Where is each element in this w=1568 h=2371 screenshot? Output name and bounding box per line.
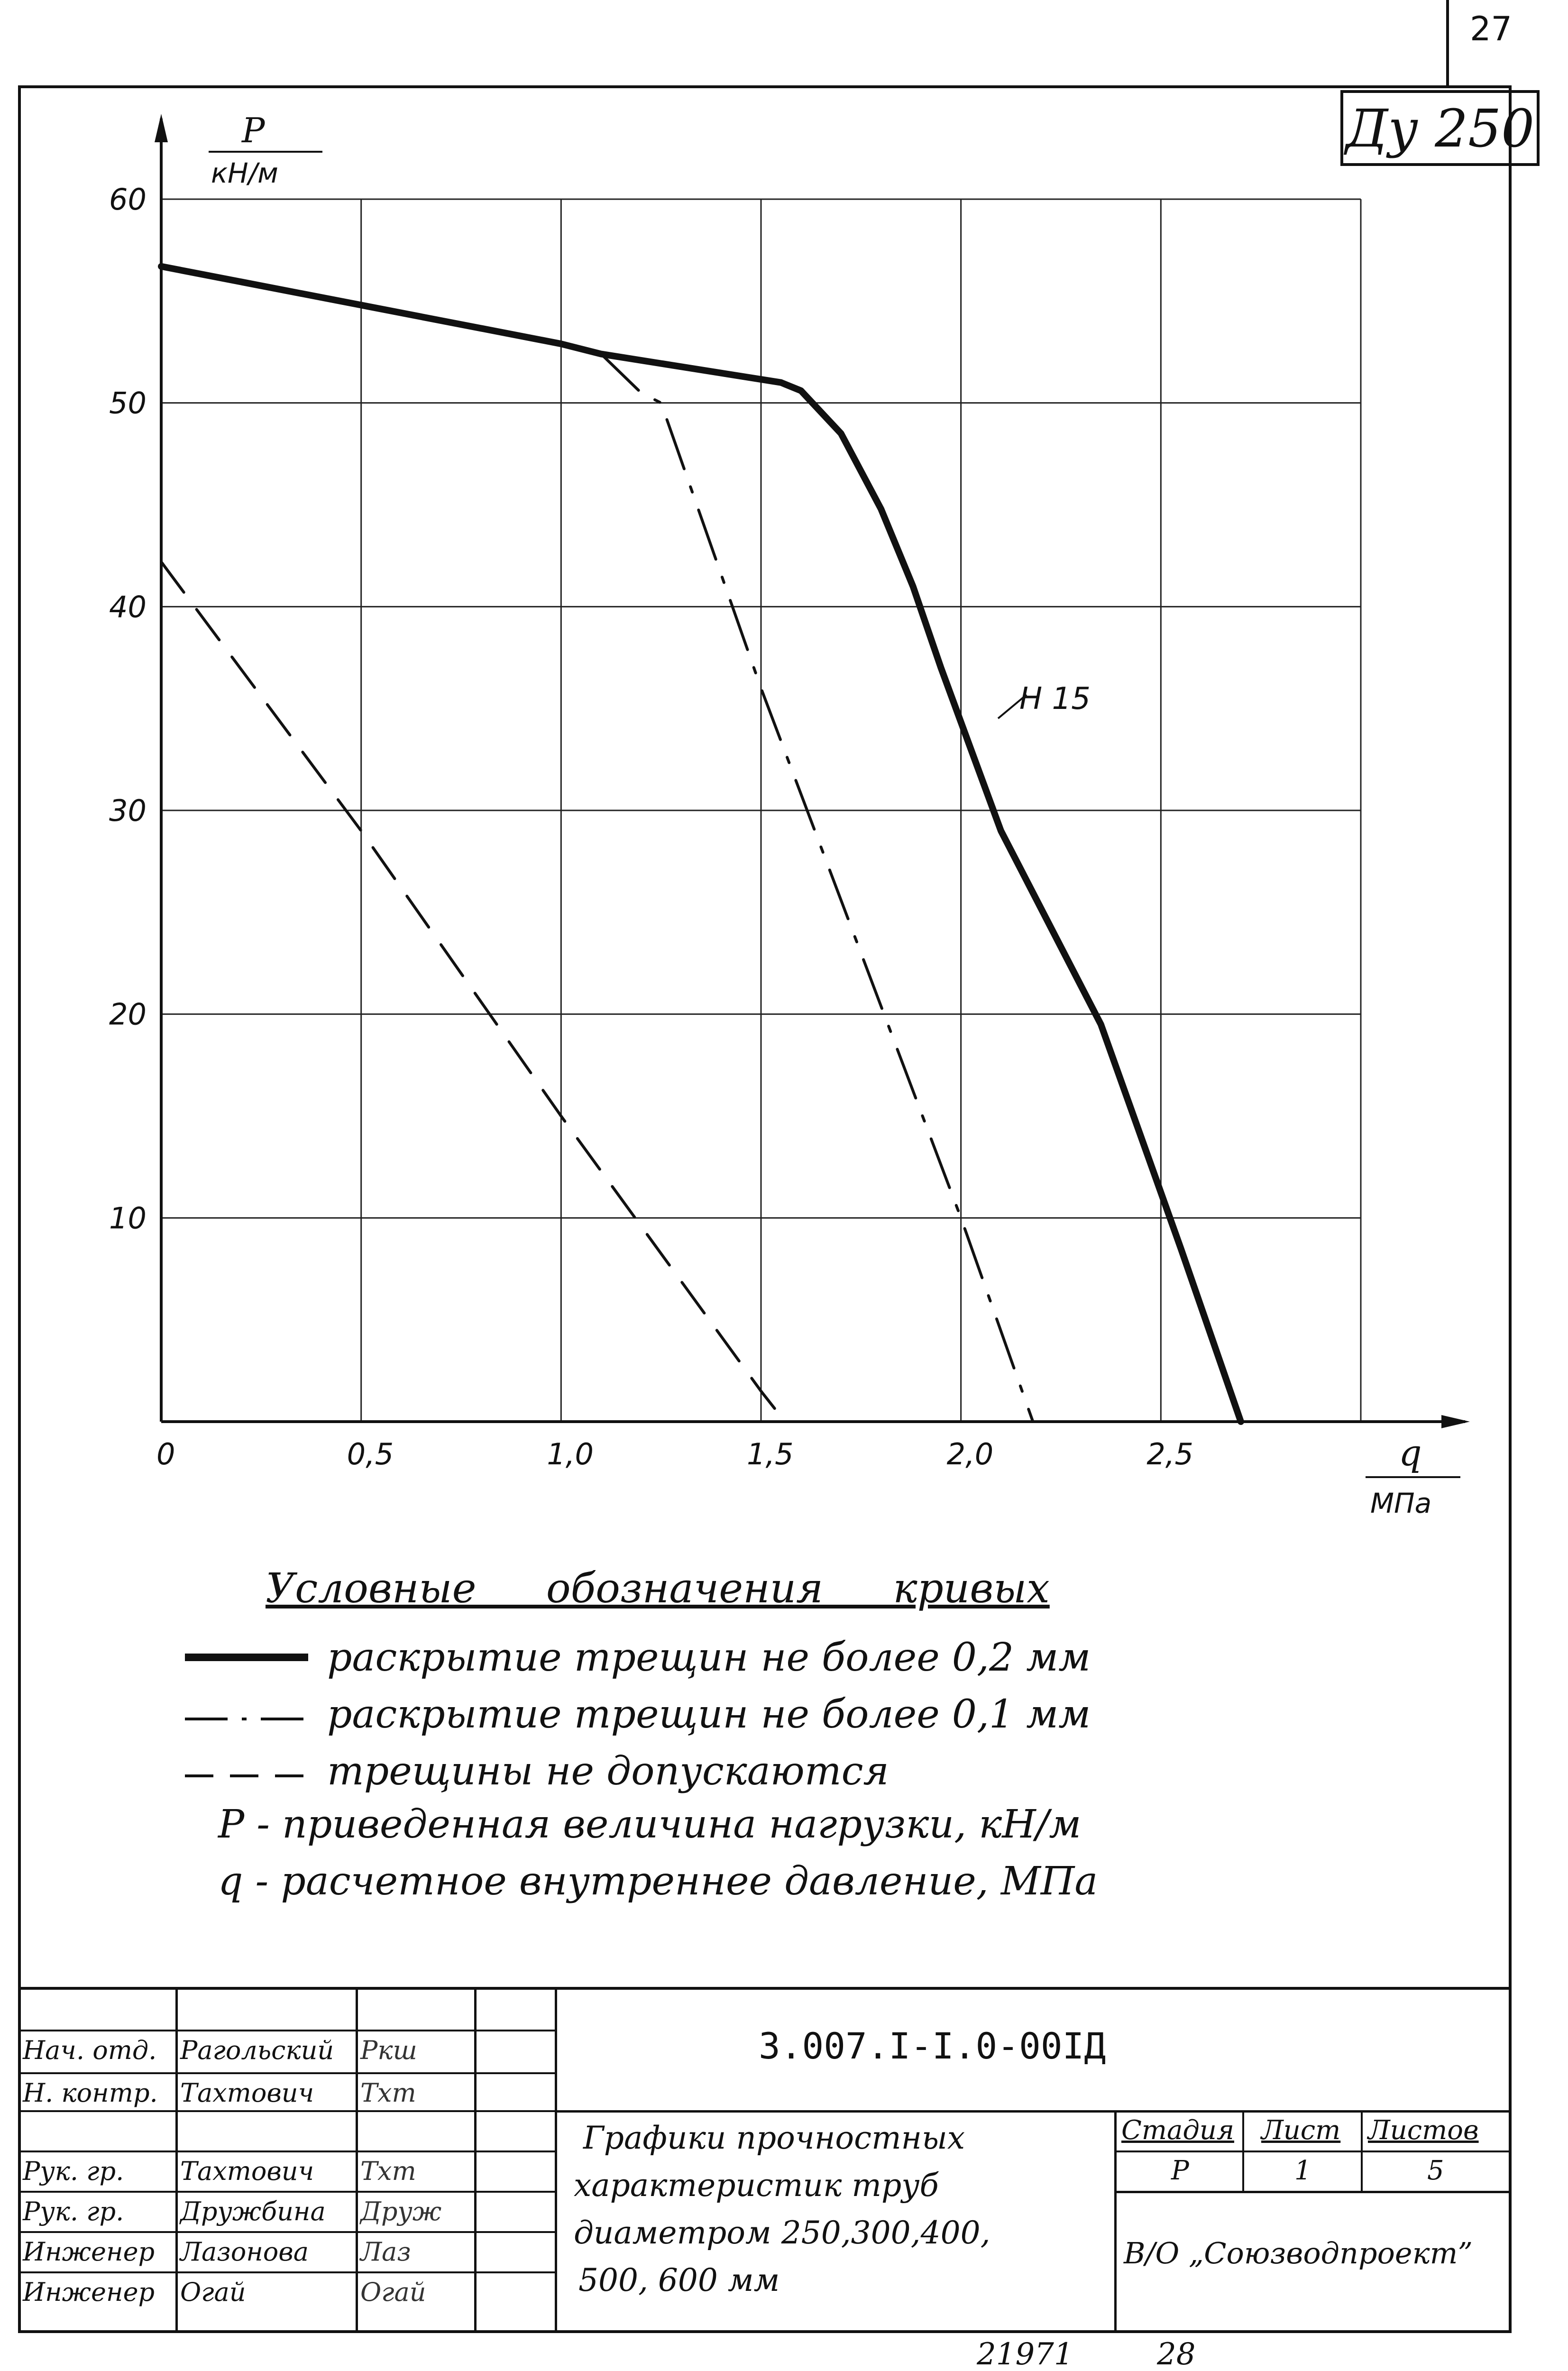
y-tick-label: 50	[109, 386, 147, 421]
tb-stage-value: Р	[1171, 2155, 1189, 2186]
y-tick-label: 20	[109, 997, 147, 1032]
y-axis-unit: кН/м	[211, 157, 278, 189]
tb-signature: Огай	[360, 2277, 426, 2307]
tb-people-row-line	[18, 2072, 555, 2074]
tb-signature: Друж	[360, 2196, 442, 2226]
y-tick-label: 60	[109, 182, 147, 217]
tb-title-line-3: диаметром 250,300,400,	[574, 2215, 990, 2251]
tb-vline-4	[555, 1987, 557, 2333]
legend-text-dashed: трещины не допускаются	[327, 1748, 889, 1794]
tb-people-row-line	[18, 2191, 555, 2193]
tb-signature: Ркш	[360, 2035, 417, 2065]
x-axis-label: q	[1399, 1432, 1422, 1474]
tb-hline-right-3	[1114, 2191, 1512, 2193]
tb-people-row-line	[18, 2231, 555, 2233]
x-tick-label: 2,5	[1146, 1437, 1193, 1471]
x-axis-arrow	[1441, 1415, 1470, 1428]
tb-people-row-line	[18, 2030, 555, 2031]
tb-vline-2	[356, 1987, 358, 2333]
x-tick-label: 0	[156, 1437, 175, 1471]
y-tick-label: 40	[109, 589, 147, 625]
tb-doc-code: 3.007.I-I.0-00IД	[759, 2025, 1106, 2067]
tb-organization: В/О „Союзводпроект”	[1124, 2236, 1473, 2270]
tb-vline-5	[1114, 2110, 1117, 2333]
tb-people-row-line	[18, 2150, 555, 2152]
series-line-solid-thick	[161, 267, 1241, 1422]
legend-note-q: q - расчетное внутреннее давление, МПа	[218, 1859, 1098, 1904]
legend-text-solid: раскрытие трещин не более 0,2 мм	[327, 1635, 1091, 1680]
x-tick-label: 1,0	[547, 1437, 594, 1471]
x-tick-label: 2,0	[946, 1437, 994, 1471]
legend-item-solid	[185, 1631, 1091, 1683]
legend-swatch-solid	[185, 1654, 308, 1661]
tb-top-line	[18, 1987, 1512, 1990]
page-number: 27	[1470, 9, 1513, 48]
tb-title-line-4: 500, 600 мм	[578, 2262, 780, 2298]
tb-signature: Лаз	[360, 2237, 411, 2267]
legend-note-p: Р - приведенная величина нагрузки, кН/м	[218, 1802, 1082, 1847]
tb-hline-right-1	[555, 2110, 1512, 2113]
tb-vline-1	[175, 1987, 178, 2333]
footer-page: 28	[1157, 2337, 1196, 2371]
tb-name: Тахтович	[180, 2156, 314, 2186]
tb-vline-3	[474, 1987, 477, 2333]
tb-role: Нач. отд.	[23, 2035, 157, 2065]
legend-item-dash-dot	[185, 1688, 1091, 1740]
tb-name: Тахтович	[180, 2078, 314, 2108]
tb-name: Огай	[180, 2277, 246, 2307]
tb-title-line-2: характеристик труб	[574, 2167, 939, 2204]
tb-title-line-1: Графики прочностных	[583, 2120, 965, 2156]
tb-people-row-line	[18, 2271, 555, 2273]
tb-name: Лазонова	[180, 2237, 309, 2267]
tb-role: Инженер	[23, 2237, 155, 2267]
y-axis-label: P	[242, 110, 265, 150]
tb-signature: Тхт	[360, 2078, 416, 2108]
series-line-dashed	[161, 562, 785, 1422]
tb-sheet-label: Лист	[1261, 2115, 1341, 2146]
legend-item-dashed	[185, 1745, 889, 1797]
tb-role: Рук. гр.	[23, 2156, 124, 2186]
x-axis-unit: МПа	[1370, 1487, 1432, 1517]
y-tick-label: 10	[109, 1201, 147, 1236]
legend-title: Условные обозначения кривых	[266, 1565, 1050, 1612]
tb-people-row-line	[18, 2110, 555, 2112]
tb-name: Дружбина	[180, 2196, 326, 2226]
x-tick-label: 0,5	[347, 1437, 394, 1471]
y-axis-arrow	[155, 114, 168, 142]
tb-sheet-value: 1	[1294, 2155, 1311, 2186]
tb-sheets-label: Листов	[1368, 2115, 1479, 2146]
curve-annotation: Н 15	[1019, 681, 1091, 717]
tb-signature: Тхт	[360, 2156, 416, 2186]
tb-role: Рук. гр.	[23, 2196, 124, 2226]
tb-stage-label: Стадия	[1121, 2115, 1234, 2146]
sheet-code-box: Ду 250	[1340, 90, 1540, 166]
tb-name: Рагольский	[180, 2035, 334, 2065]
x-tick-label: 1,5	[747, 1437, 794, 1471]
footer-number: 21971	[977, 2337, 1073, 2371]
tb-role: Н. контр.	[23, 2078, 158, 2108]
tb-hline-right-2	[1114, 2150, 1512, 2152]
y-tick-label: 30	[109, 793, 147, 828]
tb-role: Инженер	[23, 2277, 155, 2307]
tb-sheets-value: 5	[1427, 2155, 1444, 2186]
legend-text-dash-dot: раскрытие трещин не более 0,1 мм	[327, 1691, 1091, 1737]
